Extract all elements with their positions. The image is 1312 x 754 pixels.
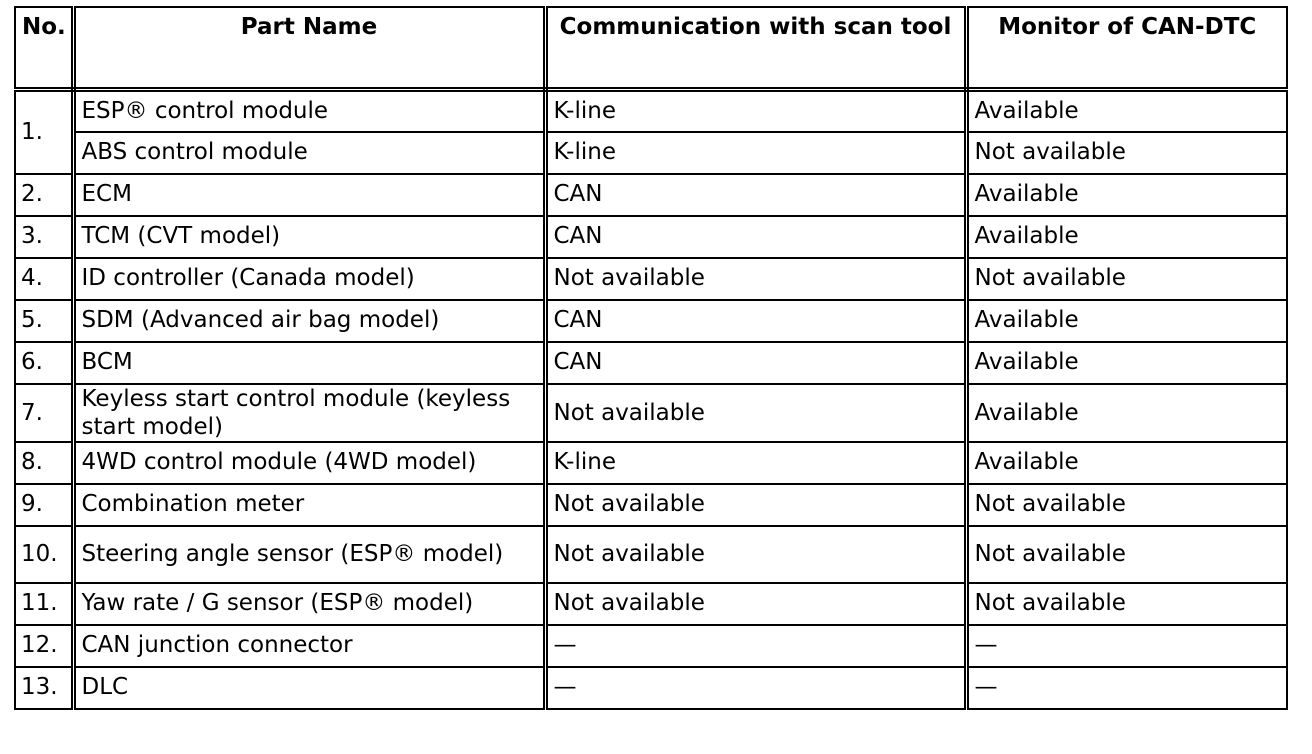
table-row — [15, 342, 1287, 384]
row-no: 12. — [15, 625, 73, 667]
row-monitor: Available — [966, 300, 1287, 342]
header-monitor: Monitor of CAN-DTC — [966, 7, 1287, 90]
table-row — [15, 90, 1287, 132]
row-monitor: Available — [966, 384, 1287, 442]
row-communication: — — [545, 667, 966, 709]
row-part-name: ESP® control module — [73, 90, 545, 132]
row-part-name: Combination meter — [73, 484, 545, 526]
row-no: 9. — [15, 484, 73, 526]
row-part-name: ID controller (Canada model) — [73, 258, 545, 300]
header-no: No. — [15, 7, 73, 90]
table-row — [15, 484, 1287, 526]
row-part-name: ABS control module — [73, 132, 545, 174]
table-row — [15, 300, 1287, 342]
table-row — [15, 583, 1287, 625]
row-no: 13. — [15, 667, 73, 709]
row-monitor: Not available — [966, 583, 1287, 625]
row-part-name: BCM — [73, 342, 545, 384]
row-communication: K-line — [545, 90, 966, 132]
row-part-name: CAN junction connector — [73, 625, 545, 667]
row-communication: Not available — [545, 258, 966, 300]
row-part-name: SDM (Advanced air bag model) — [73, 300, 545, 342]
parts-table-container — [14, 6, 1288, 710]
row-monitor: — — [966, 625, 1287, 667]
can-parts-table — [14, 6, 1288, 710]
table-row — [15, 667, 1287, 709]
row-part-name: Steering angle sensor (ESP® model) — [73, 526, 545, 583]
row-part-name: DLC — [73, 667, 545, 709]
table-row — [15, 442, 1287, 484]
row-no: 4. — [15, 258, 73, 300]
table-row — [15, 258, 1287, 300]
table-row — [15, 384, 1287, 442]
table-row — [15, 625, 1287, 667]
row-monitor: Available — [966, 442, 1287, 484]
row-monitor: Available — [966, 216, 1287, 258]
row-communication: CAN — [545, 342, 966, 384]
row-monitor: Available — [966, 342, 1287, 384]
row-communication: CAN — [545, 216, 966, 258]
table-row — [15, 174, 1287, 216]
row-no: 6. — [15, 342, 73, 384]
table-row — [15, 526, 1287, 583]
row-communication: Not available — [545, 526, 966, 583]
row-part-name: Yaw rate / G sensor (ESP® model) — [73, 583, 545, 625]
row-communication: Not available — [545, 484, 966, 526]
row-no: 3. — [15, 216, 73, 258]
row-communication: CAN — [545, 174, 966, 216]
row-monitor: — — [966, 667, 1287, 709]
row-no: 1. — [15, 90, 73, 174]
row-monitor: Not available — [966, 484, 1287, 526]
row-communication: K-line — [545, 442, 966, 484]
row-no: 11. — [15, 583, 73, 625]
header-part-name: Part Name — [73, 7, 545, 90]
row-no: 2. — [15, 174, 73, 216]
row-no: 10. — [15, 526, 73, 583]
row-monitor: Not available — [966, 132, 1287, 174]
row-communication: K-line — [545, 132, 966, 174]
table-row — [15, 132, 1287, 174]
row-communication: Not available — [545, 583, 966, 625]
row-part-name: Keyless start control module (keyless start model) — [73, 384, 545, 442]
row-no: 5. — [15, 300, 73, 342]
row-part-name: ECM — [73, 174, 545, 216]
row-monitor: Available — [966, 90, 1287, 132]
table-header-row — [15, 7, 1287, 90]
row-monitor: Available — [966, 174, 1287, 216]
row-communication: Not available — [545, 384, 966, 442]
row-monitor: Not available — [966, 258, 1287, 300]
header-communication: Communication with scan tool — [545, 7, 966, 90]
row-communication: CAN — [545, 300, 966, 342]
row-communication: — — [545, 625, 966, 667]
table-row — [15, 216, 1287, 258]
row-no: 7. — [15, 384, 73, 442]
row-no: 8. — [15, 442, 73, 484]
row-part-name: TCM (CVT model) — [73, 216, 545, 258]
row-monitor: Not available — [966, 526, 1287, 583]
row-part-name: 4WD control module (4WD model) — [73, 442, 545, 484]
